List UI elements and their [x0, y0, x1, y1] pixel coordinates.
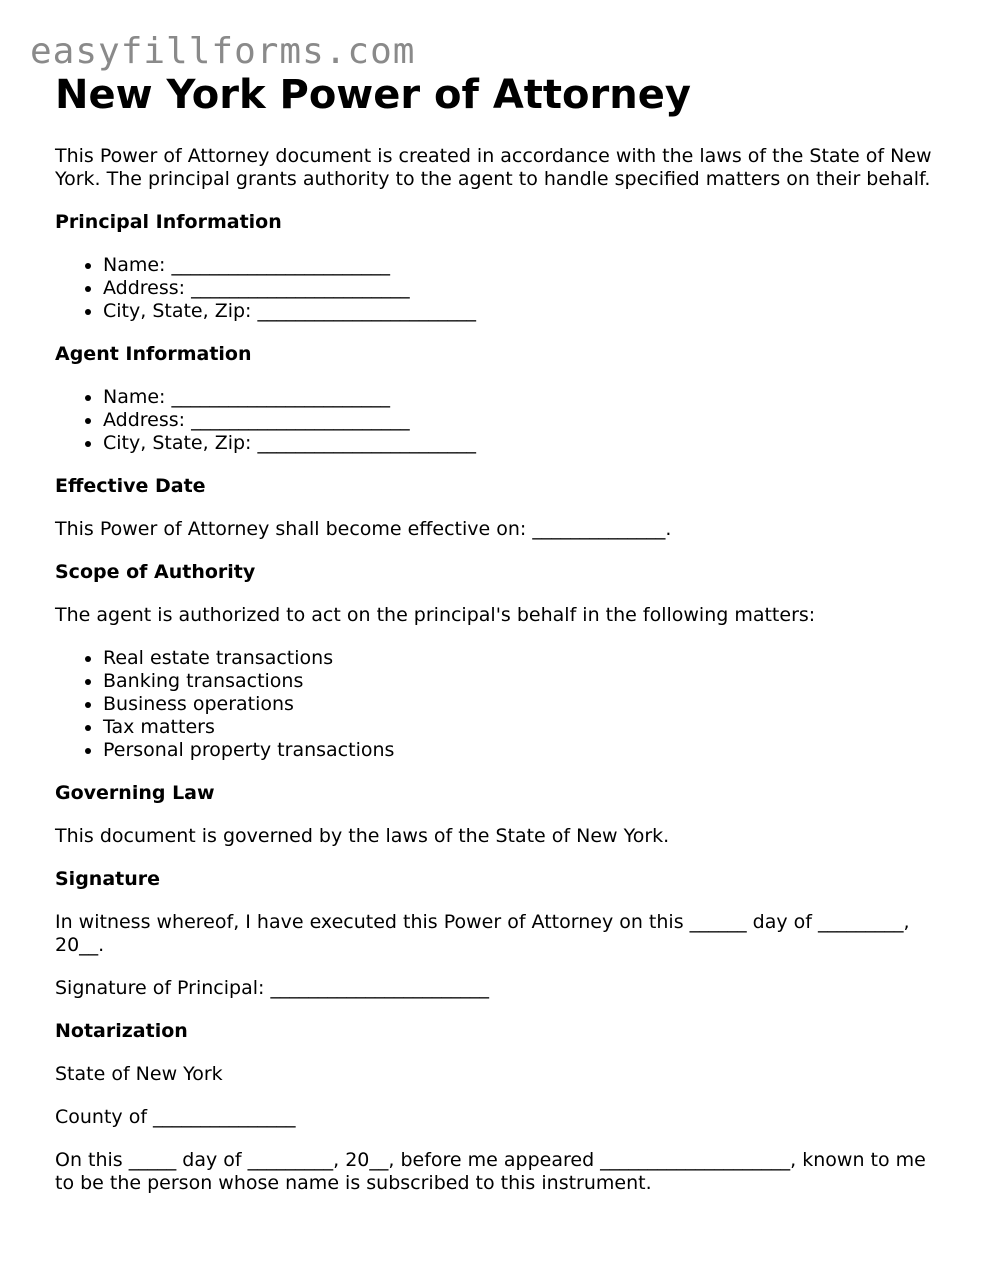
effective-date-heading: Effective Date [55, 475, 206, 497]
agent-name-field: • Name: _______________________ [103, 386, 945, 409]
agent-address-field: • Address: _______________________ [103, 409, 945, 432]
principal-heading: Principal Information [55, 211, 282, 233]
scope-item: • Tax matters [103, 716, 945, 739]
scope-item: • Business operations [103, 693, 945, 716]
scope-list [55, 647, 945, 762]
scope-item: • Personal property transactions [103, 739, 945, 762]
agent-heading: Agent Information [55, 343, 252, 365]
principal-city-state-zip-field: • City, State, Zip: _______________________ [103, 300, 945, 323]
governing-law-heading: Governing Law [55, 782, 215, 804]
agent-city-state-zip-field: • City, State, Zip: _______________________ [103, 432, 945, 455]
principal-name-field: • Name: _______________________ [103, 254, 945, 277]
document-page [55, 70, 945, 1195]
governing-law-text: This document is governed by the laws of the State of New York. [55, 825, 670, 847]
principal-signature-line: Signature of Principal: _______________________ [55, 977, 489, 999]
witness-statement: In witness whereof, I have executed this Power of Attorney on this ______ day of _________, 20__. [55, 911, 910, 956]
notary-statement: On this _____ day of _________, 20__, before me appeared ____________________, known to me to be the person whose name is subscribed to this instrument. [55, 1149, 926, 1194]
page-title: New York Power of Attorney [55, 72, 691, 118]
scope-text: The agent is authorized to act on the principal's behalf in the following matters: [55, 604, 816, 626]
principal-address-field: • Address: _______________________ [103, 277, 945, 300]
watermark: easyfillforms.com [30, 31, 416, 72]
scope-item: • Banking transactions [103, 670, 945, 693]
notary-county: County of _______________ [55, 1106, 296, 1128]
intro-paragraph: This Power of Attorney document is created in accordance with the laws of the State of New York. The principal grants authority to the agent to handle specified matters on their behalf. [55, 145, 932, 190]
principal-fields [55, 254, 945, 323]
agent-fields [55, 386, 945, 455]
scope-heading: Scope of Authority [55, 561, 256, 583]
notary-state: State of New York [55, 1063, 223, 1085]
signature-heading: Signature [55, 868, 161, 890]
notarization-heading: Notarization [55, 1020, 188, 1042]
effective-date-text: This Power of Attorney shall become effective on: ______________. [55, 518, 672, 540]
scope-item: • Real estate transactions [103, 647, 945, 670]
